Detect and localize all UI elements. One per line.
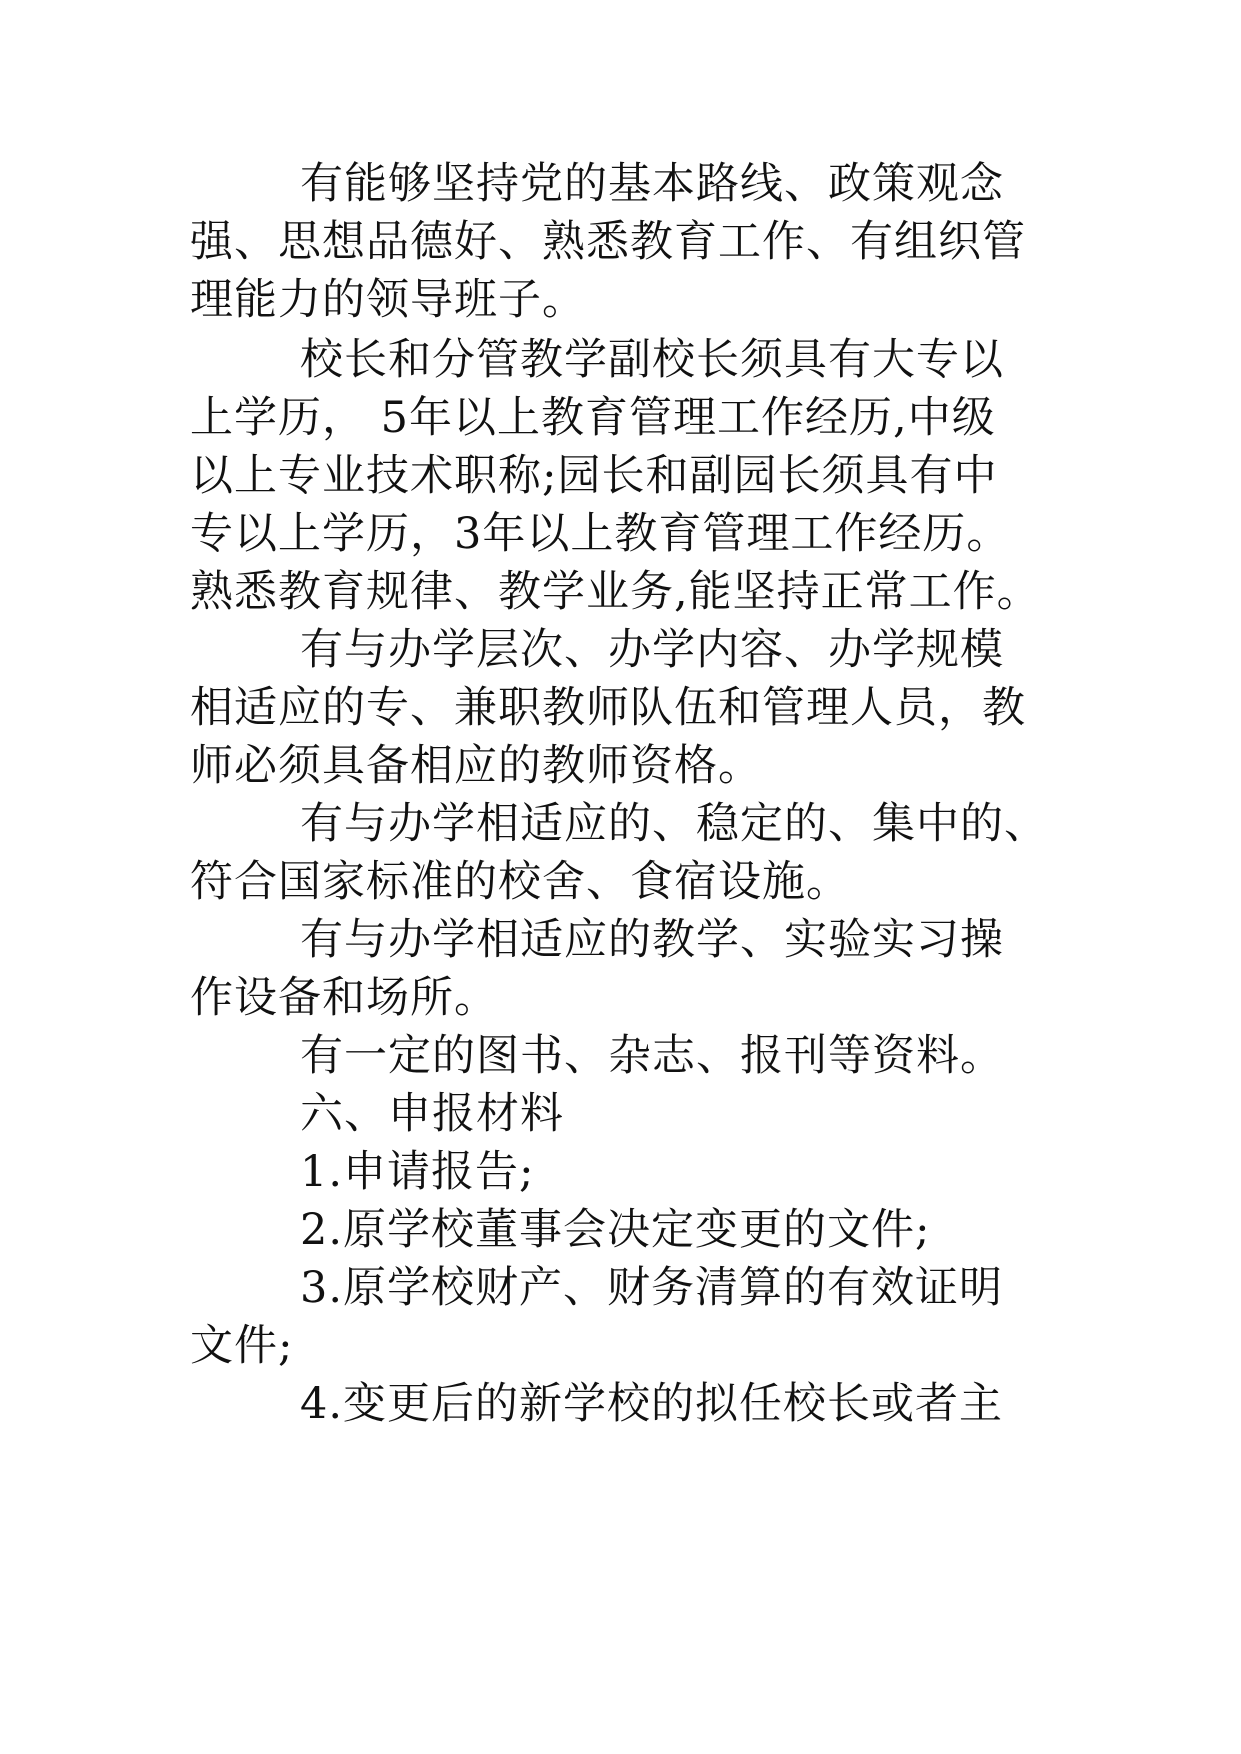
paragraph-line: 有与办学相适应的教学、实验实习操 xyxy=(300,915,1004,965)
paragraph-line: 作设备和场所。 xyxy=(190,973,498,1023)
paragraph-line: 有一定的图书、杂志、报刊等资料。 xyxy=(300,1031,1004,1081)
list-item: 3.原学校财产、财务清算的有效证明 xyxy=(300,1263,1004,1313)
list-item-continuation: 文件; xyxy=(190,1321,294,1371)
paragraph-line: 有与办学层次、办学内容、办学规模 xyxy=(300,625,1004,675)
paragraph-line: 强、思想品德好、熟悉教育工作、有组织管 xyxy=(190,217,1026,267)
paragraph-line: 师必须具备相应的教师资格。 xyxy=(190,741,762,791)
paragraph-line: 上学历， 5年以上教育管理工作经历,中级 xyxy=(190,393,996,443)
paragraph-line: 符合国家标准的校舍、食宿设施。 xyxy=(190,857,850,907)
paragraph-line: 专以上学历，3年以上教育管理工作经历。 xyxy=(190,509,1011,559)
paragraph-line: 校长和分管教学副校长须具有大专以 xyxy=(300,335,1004,385)
paragraph-line: 以上专业技术职称;园长和副园长须具有中 xyxy=(190,451,998,501)
paragraph-line: 有与办学相适应的、稳定的、集中的、 xyxy=(300,799,1048,849)
paragraph-line: 有能够坚持党的基本路线、政策观念 xyxy=(300,159,1004,209)
list-item: 1.申请报告; xyxy=(300,1147,535,1197)
list-item: 4.变更后的新学校的拟任校长或者主 xyxy=(300,1379,1004,1429)
list-item: 2.原学校董事会决定变更的文件; xyxy=(300,1205,931,1255)
paragraph-line: 理能力的领导班子。 xyxy=(190,275,586,325)
section-heading: 六、申报材料 xyxy=(300,1089,564,1139)
paragraph-line: 熟悉教育规律、教学业务,能坚持正常工作。 xyxy=(190,567,1041,617)
paragraph-line: 相适应的专、兼职教师队伍和管理人员，教 xyxy=(190,683,1026,733)
